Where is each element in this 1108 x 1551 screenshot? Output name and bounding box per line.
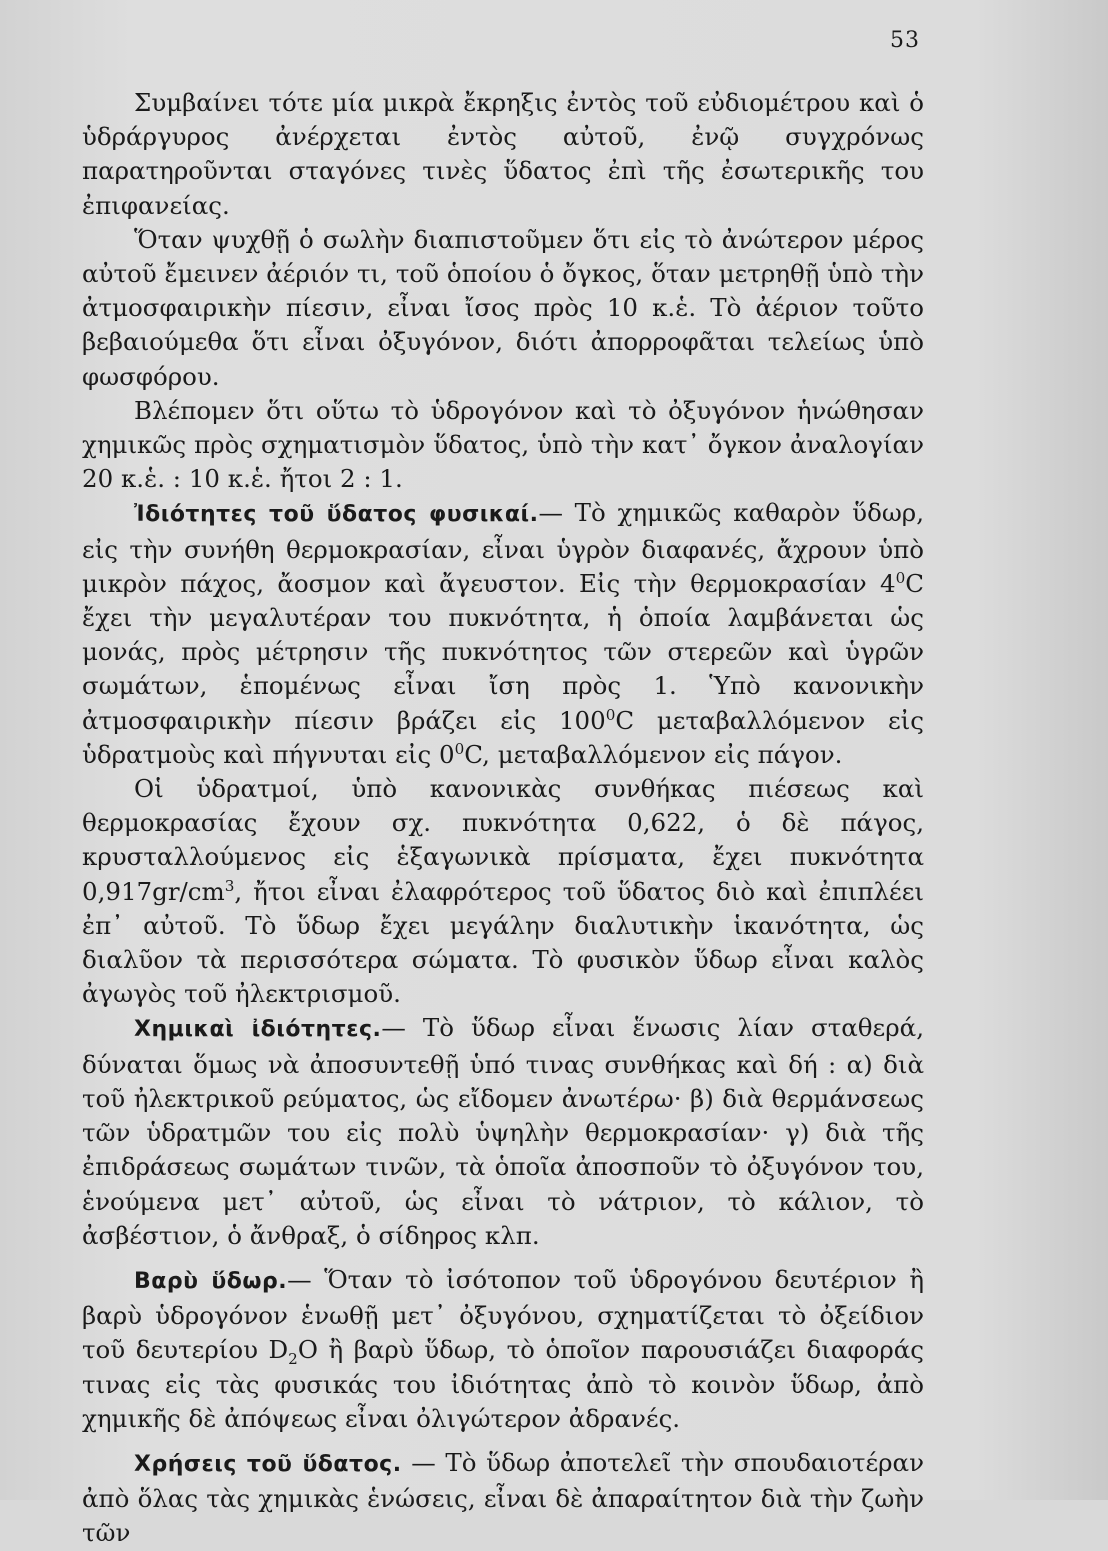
paragraph-physical-properties: Ἰδιότητες τοῦ ὕδατος φυσικαί.— Τὸ χημικῶς καθαρὸν ὕδωρ, εἰς τὴν συνήθη θερμοκρασίαν, εἶναι ὑγρὸν διαφανές, ἄχρουν ὑπὸ μικρὸν πάχος, ἄοσμον καὶ ἄγευστον. Εἰς τὴν θερμοκρασίαν $4^0C$ ἔχει τὴν μεγαλυτέραν του πυκνότητα, ἡ ὁποία λαμβάνεται ὡς μονάς, πρὸς μέτρησιν τῆς πυκνότητος τῶν στερεῶν καὶ ὑγρῶν σωμάτων, ἑπομένως εἶναι ἴση πρὸς 1. Ὑπὸ κανονικὴν ἀτμοσφαιρικὴν πίεσιν βράζει εἰς $100^0C$ μεταβαλλόμενον εἰς ὑδρατμοὺς καὶ πήγνυται εἰς $0^0C$, μεταβαλλόμενον εἰς πάγον. <box>82 498 924 769</box>
paragraph-uses: Χρήσεις τοῦ ὕδατος. — Τὸ ὕδωρ ἀποτελεῖ τὴν σπουδαιοτέραν ἀπὸ ὅλας τὰς χημικὰς ἑνώσεις, εἶναι δὲ ἀπαραίτητον διὰ τὴν ζωὴν τῶν <box>82 1447 924 1548</box>
paragraph-vapor-ice: Οἱ ὑδρατμοί, ὑπὸ κανονικὰς συνθήκας πιέσεως καὶ θερμοκρασίας ἔχουν σχ. πυκνότητα 0,622, ὁ δὲ πάγος, κρυσταλλούμενος εἰς ἑξαγωνικὰ πρίσματα, ἔχει πυκνότητα $0,917gr/cm^3$, ἤτοι εἶναι ἐλαφρότερος τοῦ ὕδατος διὸ καὶ ἐπιπλέει ἐπ᾿ αὐτοῦ. Τὸ ὕδωρ ἔχει μεγάλην διαλυτικὴν ἱκανότητα, ὡς διαλῦον τὰ περισσότερα σώματα. Τὸ φυσικὸν ὕδωρ εἶναι καλὸς ἀγωγὸς τοῦ ἠλεκτρισμοῦ. <box>82 774 924 1009</box>
paragraph-ratio: Βλέπομεν ὅτι οὕτω τὸ ὑδρογόνον καὶ τὸ ὀξυγόνον ἡνώθησαν χημικῶς πρὸς σχηματισμὸν ὕδατος, ὑπὸ τὴν κατ᾿ ὄγκον ἀναλογίαν 20 κ.ἑ. : 10 κ.ἑ. ἤτοι 2 : 1. <box>82 395 924 494</box>
paragraph-heavy-water: Βαρὺ ὕδωρ.— Ὅταν τὸ ἰσότοπον τοῦ ὑδρογόνου δευτέριον ἢ βαρὺ ὑδρογόνον ἑνωθῇ μετ᾿ ὀξυγόνου, σχηματίζεται τὸ ὀξείδιον τοῦ δευτερίου $D_2O$ ἢ βαρὺ ὕδωρ, τὸ ὁποῖον παρουσιάζει διαφοράς τινας εἰς τὰς φυσικάς του ἰδιότητας ἀπὸ τὸ κοινὸν ὕδωρ, ἀπὸ χημικῆς δὲ ἀπόψεως εἶναι ὀλιγώτερον ἀδρανές. <box>82 1264 924 1433</box>
heading-physical-properties: Ἰδιότητες τοῦ ὕδατος φυσικαί. <box>134 502 539 528</box>
paragraph-chemical-properties: Χημικαὶ ἰδιότητες.— Τὸ ὕδωρ εἶναι ἕνωσις λίαν σταθερά, δύναται ὅμως νὰ ἀποσυντεθῇ ὑπό τινας συνθήκας καὶ δή : α) διὰ τοῦ ἠλεκτρικοῦ ρεύματος, ὡς εἴδομεν ἀνωτέρω· β) διὰ θερμάνσεως τῶν ὑδρατμῶν του εἰς πολὺ ὑψηλὴν θερμοκρασίαν· γ) διὰ τῆς ἐπιδράσεως σωμάτων τινῶν, τὰ ὁποῖα ἀποσποῦν τὸ ὀξυγόνον του, ἑνούμενα μετ᾿ αὐτοῦ, ὡς εἶναι τὸ νάτριον, τὸ κάλιον, τὸ ἀσβέστιον, ὁ ἄνθραξ, ὁ σίδηρος κλπ. <box>82 1013 924 1250</box>
heading-uses: Χρήσεις τοῦ ὕδατος. <box>134 1451 402 1477</box>
heading-heavy-water: Βαρὺ ὕδωρ. <box>134 1268 288 1294</box>
paragraph-oxygen: Ὅταν ψυχθῇ ὁ σωλὴν διαπιστοῦμεν ὅτι εἰς τὸ ἀνώτερον μέρος αὐτοῦ ἔμεινεν ἀέριόν τι, τοῦ ὁποίου ὁ ὄγκος, ὅταν μετρηθῇ ὑπὸ τὴν ἀτμοσφαιρικὴν πίεσιν, εἶναι ἴσος πρὸς 10 κ.ἑ. Τὸ ἀέριον τοῦτο βεβαιούμεθα ὅτι εἶναι ὀξυγόνον, διότι ἀπορροφᾶται τελείως ὑπὸ φωσφόρου. <box>82 224 924 391</box>
body-text <box>82 86 924 1551</box>
paragraph-explosion: Συμβαίνει τότε μία μικρὰ ἔκρηξις ἐντὸς τοῦ εὐδιομέτρου καὶ ὁ ὑδράργυρος ἀνέρχεται ἐντὸς αὐτοῦ, ἐνῷ συγχρόνως παρατηροῦνται σταγόνες τινὲς ὕδατος ἐπὶ τῆς ἐσωτερικῆς του ἐπιφανείας. <box>82 88 924 220</box>
page-number: 53 <box>890 28 920 53</box>
heading-chemical-properties: Χημικαὶ ἰδιότητες. <box>134 1017 382 1043</box>
